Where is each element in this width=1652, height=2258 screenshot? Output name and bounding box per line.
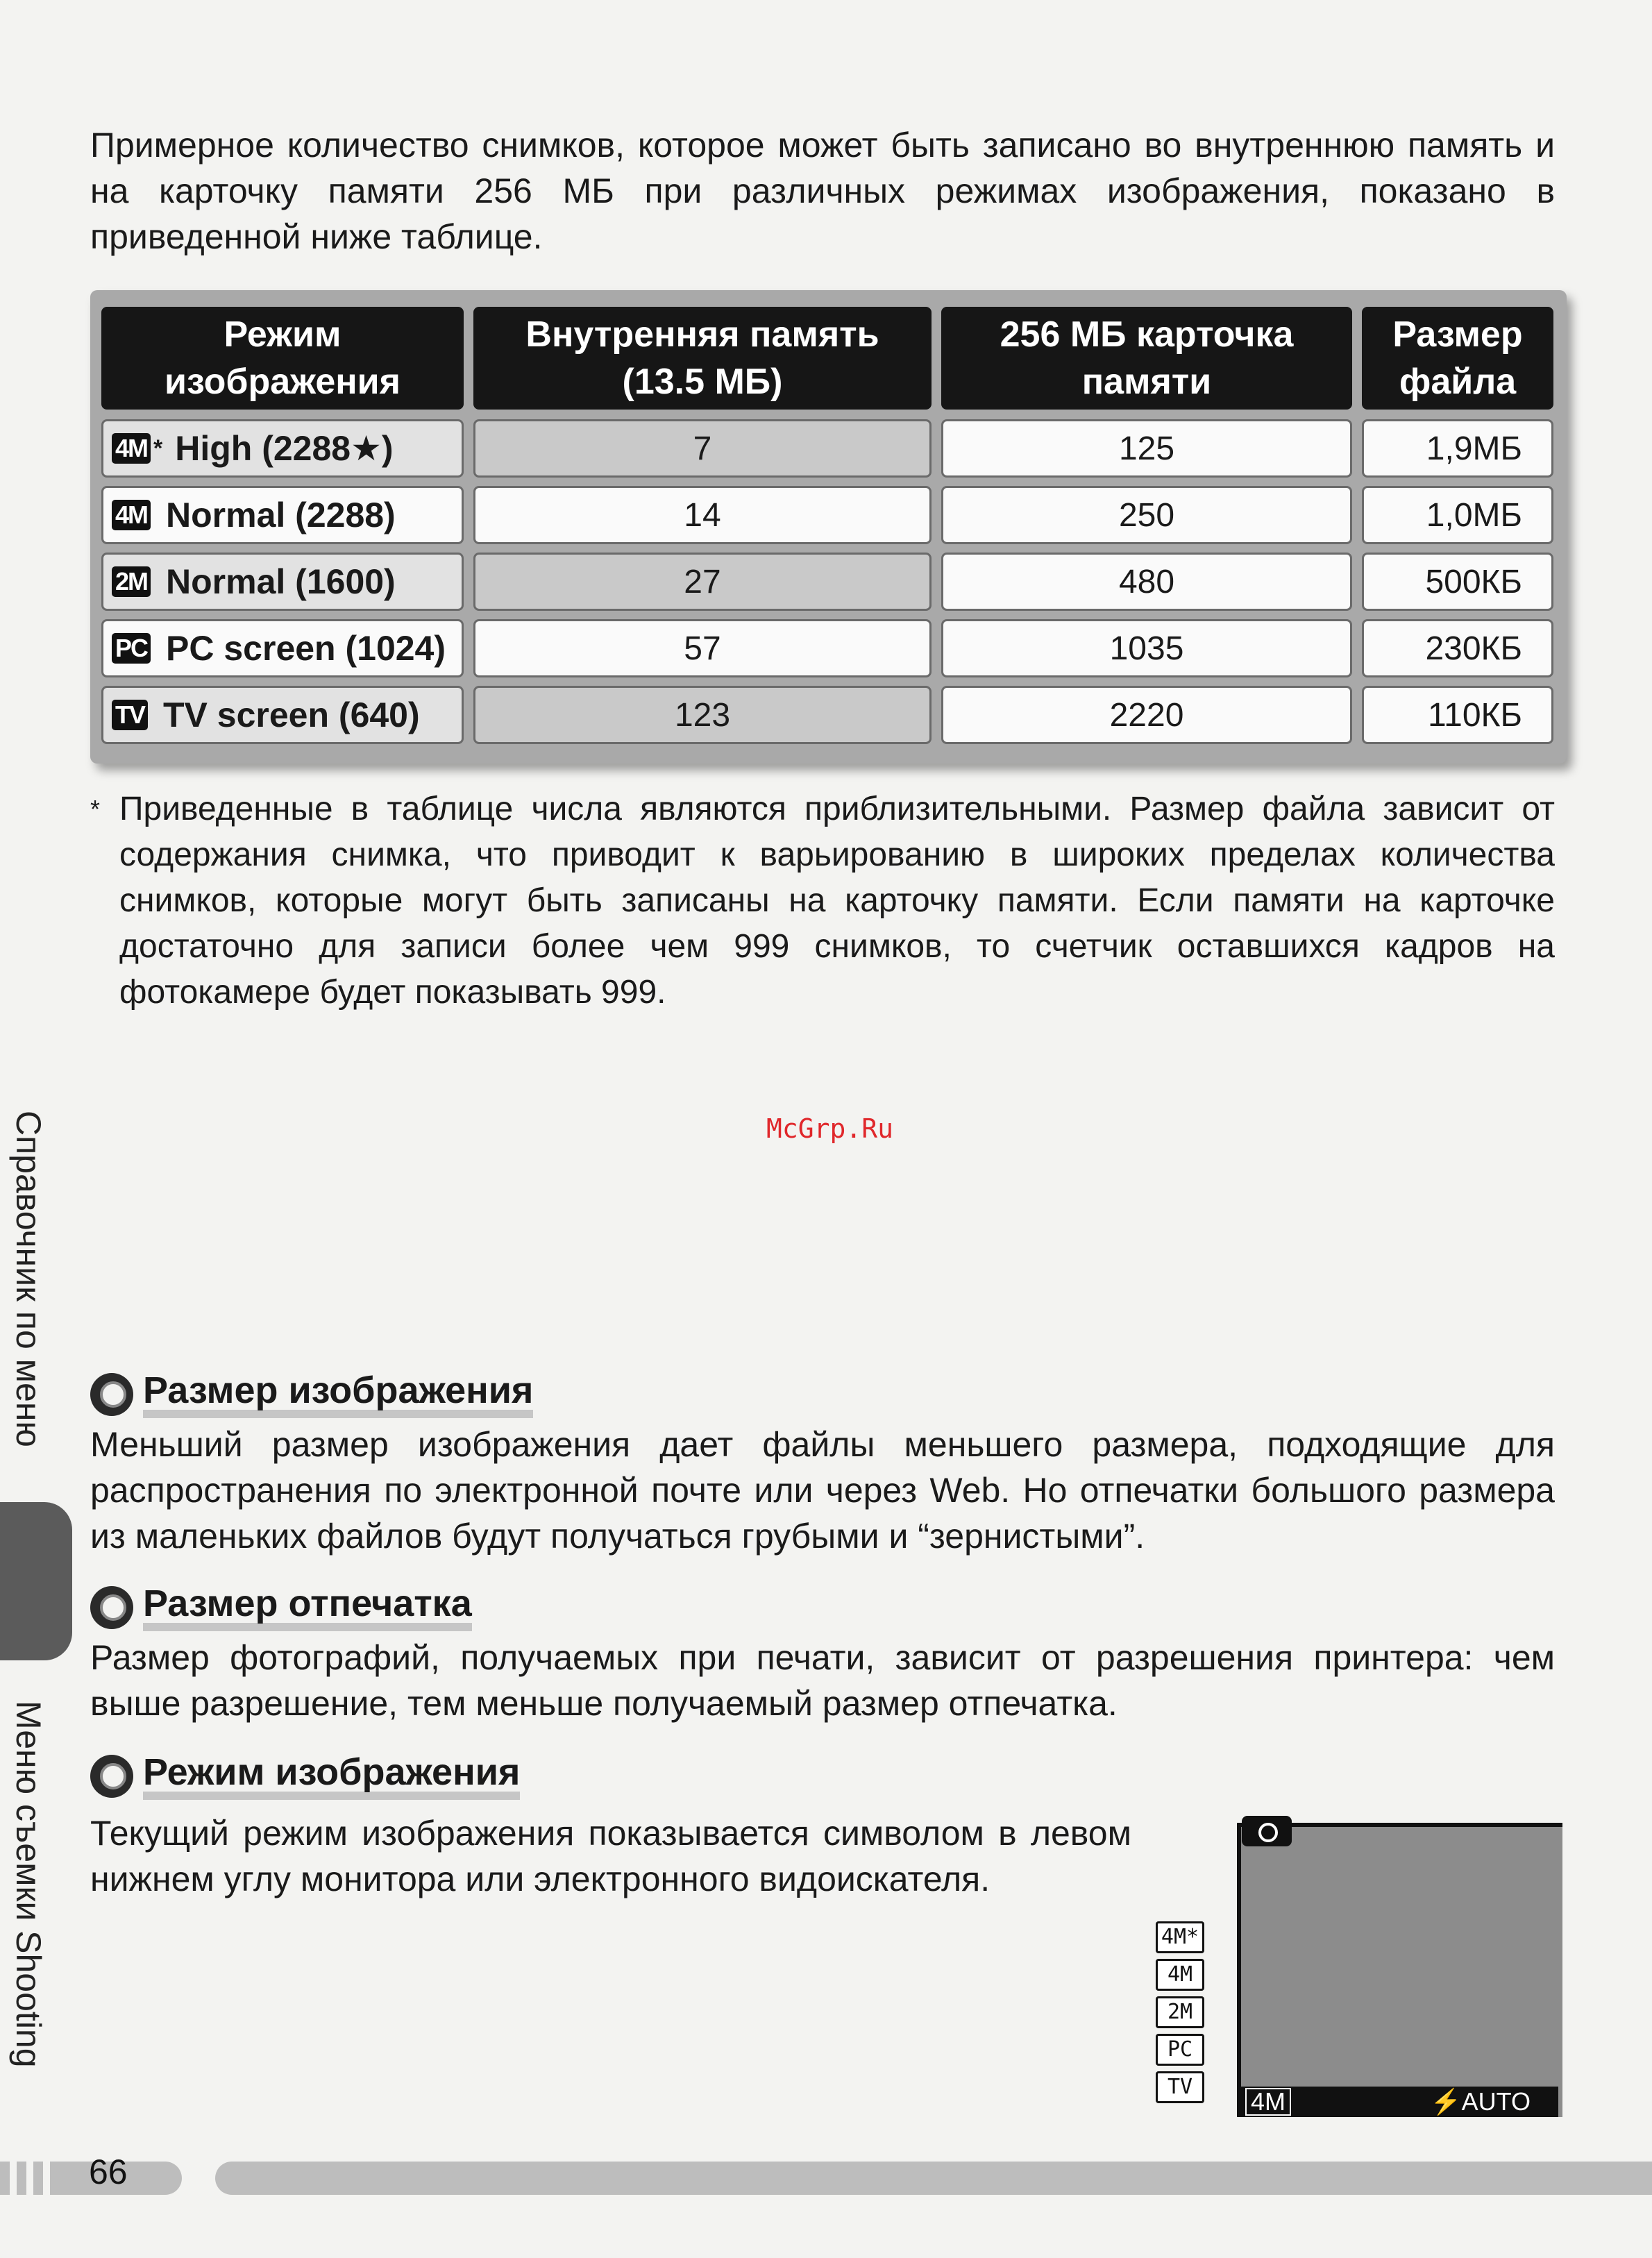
table-row	[90, 553, 1567, 611]
internal-cell: 14	[473, 486, 932, 544]
image-mode-icon: TV	[112, 700, 148, 730]
table-header: Размер файла	[1362, 307, 1553, 410]
internal-cell: 7	[473, 419, 932, 478]
section-body: Размер фотографий, получаемых при печати, зависит от разрешения принтера: чем выше разрешение, тем меньше получаемый размер отпечатка.	[90, 1638, 1555, 1723]
card-cell: 250	[941, 486, 1352, 544]
mode-cell	[101, 553, 464, 611]
footnote-text: Приведенные в таблице числа являются приблизительными. Размер файла зависит от содержания снимка, что приводит к варьированию в широких пределах количества снимков, которые могут быть записаны на карточку памяти. Если памяти на карточке достаточно для записи более чем 999 снимков, то счетчик оставшихся кадров на фотокамере будет показывать 999.	[119, 791, 1555, 1011]
section-heading	[90, 1584, 472, 1631]
image-mode-option: 4M	[1156, 1959, 1204, 1991]
internal-cell: 57	[473, 619, 932, 677]
size-cell: 110КБ	[1362, 686, 1553, 744]
mode-cell	[101, 686, 464, 744]
card-cell: 1035	[941, 619, 1352, 677]
section-title: Размер отпечатка	[143, 1584, 472, 1631]
table-row	[90, 486, 1567, 544]
image-mode-icon: 4M	[112, 500, 151, 530]
monitor-screen	[1237, 1823, 1562, 2117]
table-row	[90, 686, 1567, 744]
tip-icon	[90, 1373, 133, 1416]
section-title: Режим изображения	[143, 1753, 520, 1800]
image-mode-table	[90, 290, 1567, 764]
card-cell: 125	[941, 419, 1352, 478]
image-mode-icon: 4M	[112, 433, 151, 464]
image-mode-option: 2M	[1156, 1996, 1204, 2028]
intro-paragraph: Примерное количество снимков, которое может быть записано во внутреннюю память и на карточку памяти 256 МБ при различных режимах изображения, показано в приведенной ниже таблице.	[90, 126, 1555, 256]
internal-cell: 123	[473, 686, 932, 744]
image-mode-option: PC	[1156, 2034, 1204, 2066]
section-heading	[90, 1753, 520, 1800]
size-cell: 1,0МБ	[1362, 486, 1553, 544]
mode-label: Normal (2288)	[166, 496, 396, 534]
table-header: 256 МБ карточка памяти	[941, 307, 1352, 410]
card-cell: 2220	[941, 686, 1352, 744]
camera-monitor-illustration	[1156, 1816, 1558, 2116]
footnote-mark: *	[90, 795, 101, 823]
section-heading	[90, 1371, 533, 1418]
mode-cell	[101, 419, 464, 478]
internal-cell: 27	[473, 553, 932, 611]
mode-cell	[101, 619, 464, 677]
watermark: McGrp.Ru	[766, 1113, 894, 1144]
mode-cell	[101, 486, 464, 544]
card-cell: 480	[941, 553, 1352, 611]
mode-label: PC screen (1024)	[166, 629, 446, 668]
status-image-mode: 4M	[1245, 2088, 1291, 2116]
table-row	[90, 619, 1567, 677]
monitor-status-bar	[1237, 2087, 1558, 2117]
image-mode-option: 4M*	[1156, 1921, 1204, 1953]
image-mode-icon: PC	[112, 633, 151, 664]
section-body: Текущий режим изображения показывается символом в левом нижнем углу монитора или электронного видоискателя.	[90, 1814, 1131, 1898]
tip-icon	[90, 1586, 133, 1629]
image-mode-option: TV	[1156, 2071, 1204, 2103]
footer-bar	[0, 2150, 1652, 2206]
footnote	[90, 786, 1555, 1016]
mode-label: High (2288★)	[175, 429, 394, 468]
table-header: Внутренняя память (13.5 МБ)	[473, 307, 932, 410]
size-cell: 1,9МБ	[1362, 419, 1553, 478]
image-mode-icon: 2M	[112, 566, 151, 597]
sidebar-tab	[0, 1502, 72, 1660]
tip-icon	[90, 1755, 133, 1798]
camera-icon	[1242, 1816, 1292, 1846]
star-mark: *	[153, 435, 163, 462]
size-cell: 500КБ	[1362, 553, 1553, 611]
page-number: 66	[89, 2152, 128, 2191]
sidebar-label-shooting: Меню съемки Shooting	[9, 1701, 48, 2068]
table-row	[90, 419, 1567, 478]
section-title: Размер изображения	[143, 1371, 533, 1418]
mode-label: TV screen (640)	[163, 696, 420, 734]
table-header: Режим изображения	[101, 307, 464, 410]
section-body: Меньший размер изображения дает файлы меньшего размера, подходящие для распространения по электронной почте или через Web. Но отпечатки большого размера из маленьких файлов будут получаться грубыми и “зернистыми”.	[90, 1425, 1555, 1556]
flash-auto-indicator: ⚡AUTO	[1430, 2087, 1531, 2116]
mode-label: Normal (1600)	[166, 562, 396, 601]
size-cell: 230КБ	[1362, 619, 1553, 677]
sidebar-label-reference: Справочник по меню	[9, 1111, 48, 1447]
